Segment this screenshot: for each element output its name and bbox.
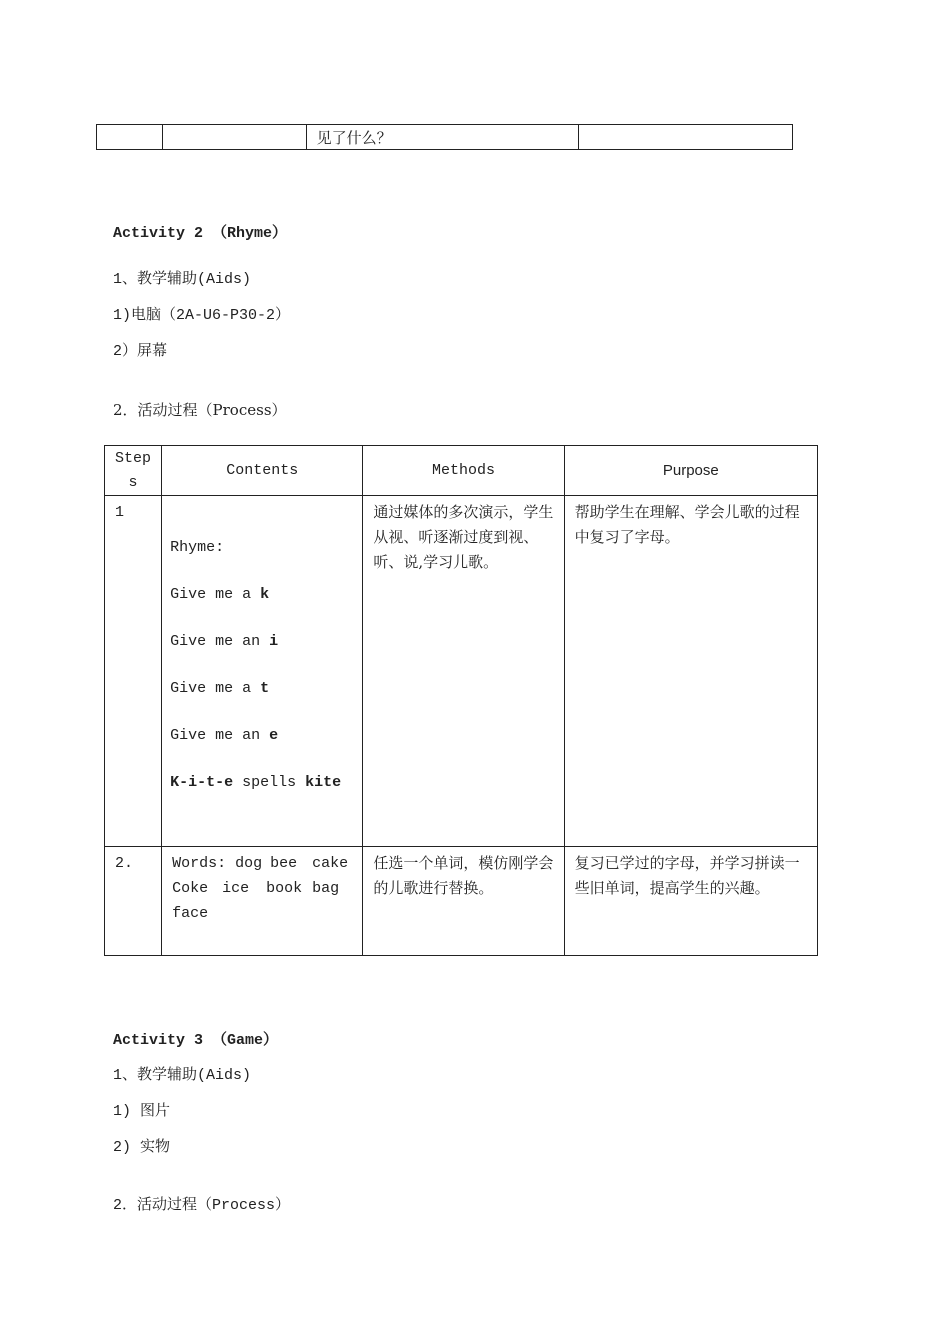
rhyme-line: Give me an e bbox=[170, 727, 279, 744]
word: bag bbox=[312, 880, 340, 897]
word: face bbox=[172, 905, 209, 922]
step-cell: 1 bbox=[105, 496, 162, 847]
word: Words: dog bbox=[172, 855, 263, 872]
table-row bbox=[97, 125, 793, 150]
activity3-aid-1: 1) 图片 bbox=[113, 1103, 171, 1120]
table-row bbox=[105, 496, 818, 847]
word: bee bbox=[270, 855, 298, 872]
contents-cell bbox=[162, 496, 363, 847]
purpose-cell: 帮助学生在理解、学会儿歌的过程中复习了字母。 bbox=[564, 496, 817, 847]
word: Coke bbox=[172, 880, 209, 897]
header-methods: Methods bbox=[363, 446, 564, 496]
previous-table-fragment bbox=[96, 124, 793, 150]
rhyme-line: Give me a t bbox=[170, 680, 270, 697]
rhyme-line: Give me a k bbox=[170, 586, 270, 603]
table-cell bbox=[162, 125, 306, 150]
activity2-aids-heading: 1、教学辅助(Aids) bbox=[113, 271, 252, 288]
table-cell bbox=[306, 125, 579, 150]
rhyme-line: Give me an i bbox=[170, 633, 279, 650]
header-contents: Contents bbox=[162, 446, 363, 496]
rhyme-title: Rhyme: bbox=[170, 539, 225, 556]
table-row bbox=[105, 847, 818, 956]
activity3-process-heading: 2．活动过程（Process） bbox=[113, 1197, 291, 1214]
table-cell bbox=[579, 125, 793, 150]
word: ice bbox=[222, 880, 250, 897]
activity2-aid-1: 1)电脑（2A-U6-P30-2） bbox=[113, 307, 291, 324]
step-cell: 2. bbox=[105, 847, 162, 956]
activity2-title: Activity 2 （Rhyme） bbox=[113, 225, 288, 242]
activity2-process-heading: 2．活动过程（Process） bbox=[113, 401, 287, 419]
activity3-aid-2: 2) 实物 bbox=[113, 1139, 171, 1156]
activity3-title: Activity 3 （Game） bbox=[113, 1032, 279, 1049]
word: cake bbox=[312, 855, 349, 872]
table-header-row bbox=[105, 446, 818, 496]
header-steps: Step s bbox=[105, 446, 162, 496]
cell-text: 见了什么？ bbox=[316, 128, 392, 147]
methods-cell: 任选一个单词，模仿刚学会的儿歌进行替换。 bbox=[363, 847, 564, 956]
contents-cell bbox=[162, 847, 363, 956]
purpose-cell: 复习已学过的字母，并学习拼读一些旧单词，提高学生的兴趣。 bbox=[564, 847, 817, 956]
header-purpose: Purpose bbox=[564, 446, 817, 496]
table-cell bbox=[97, 125, 163, 150]
rhyme-line: K-i-t-e spells kite bbox=[170, 774, 342, 791]
process-table bbox=[104, 445, 818, 956]
activity2-aid-2: 2）屏幕 bbox=[113, 343, 168, 360]
word: book bbox=[266, 880, 303, 897]
methods-cell: 通过媒体的多次演示，学生从视、听逐渐过度到视、听、说,学习儿歌。 bbox=[363, 496, 564, 847]
activity3-aids-heading: 1、教学辅助(Aids) bbox=[113, 1067, 252, 1084]
